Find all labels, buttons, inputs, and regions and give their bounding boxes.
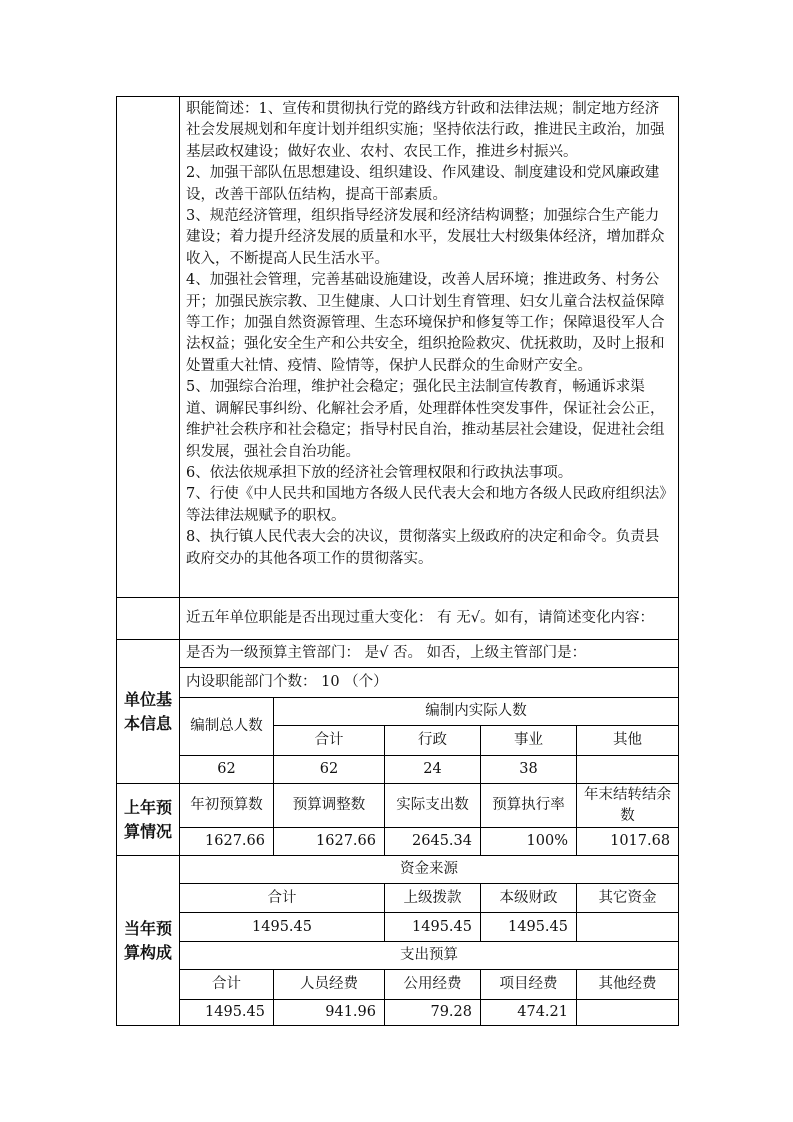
expense-sum-value: 1495.45: [180, 1000, 274, 1026]
last-year-header-actual: 实际支出数: [385, 784, 481, 828]
funding-title-row: [117, 856, 679, 884]
funding-header-other: 其它资金: [577, 884, 679, 913]
duties-change-row: [117, 598, 679, 640]
funding-title: 资金来源: [180, 856, 679, 884]
first-level-row: [117, 640, 679, 668]
duties-change-question: 近五年单位职能是否出现过重大变化： 有 无√。如有，请简述变化内容：: [180, 598, 679, 640]
current-year-label: 当年预算构成: [117, 856, 180, 1026]
expense-header-sum: 合计: [180, 970, 274, 1000]
staff-total-header: 编制总人数: [180, 698, 274, 756]
departments-row: [117, 668, 679, 698]
last-year-rate-value: 100%: [481, 828, 577, 856]
duties-paragraph-4: 4、加强社会管理，完善基础设施建设，改善人居环境；推进政务、村务公开；加强民族宗教、卫生健康、人口计划生育管理、妇女儿童合法权益保障等工作；加强自然资源管理、生态环境保护和修复等工作；保障退役军人合法权益；强化安全生产和公共安全，组织抢险救灾、优抚救助，及时上报和处置重大社情、疫情、险情等，保护人民群众的生命财产安全。: [186, 272, 665, 374]
expense-values-row: [117, 1000, 679, 1026]
staff-institution-value: 38: [481, 756, 577, 784]
last-year-header-row: [117, 784, 679, 828]
staff-header-row: [117, 698, 679, 726]
funding-header-upper: 上级拨款: [385, 884, 481, 913]
funding-header-row: [117, 884, 679, 913]
last-year-header-adjust: 预算调整数: [274, 784, 385, 828]
staff-col-admin: 行政: [385, 726, 481, 756]
last-year-header-rate: 预算执行率: [481, 784, 577, 828]
funding-header-local: 本级财政: [481, 884, 577, 913]
duties-label-cell: [117, 97, 180, 598]
funding-header-sum: 合计: [180, 884, 385, 913]
unit-info-label: 单位基本信息: [117, 640, 180, 784]
last-year-header-initial: 年初预算数: [180, 784, 274, 828]
expense-other-value: [577, 1000, 679, 1026]
departments-count: 内设职能部门个数： 10 （个）: [180, 668, 679, 698]
last-year-actual-value: 2645.34: [385, 828, 481, 856]
staff-admin-value: 24: [385, 756, 481, 784]
actual-staff-header: 编制内实际人数: [274, 698, 679, 726]
duties-paragraph-6: 6、依法依规承担下放的经济社会管理权限和行政执法事项。: [186, 464, 573, 481]
duties-paragraph-2: 2、加强干部队伍思想建设、组织建设、作风建设、制度建设和党风廉政建设，改善干部队伍结构，提高干部素质。: [186, 165, 660, 203]
last-year-values-row: [117, 828, 679, 856]
duties-change-label-cell: [117, 598, 180, 640]
duties-text-cell: [180, 97, 679, 598]
expense-title: 支出预算: [180, 942, 679, 970]
staff-col-sum: 合计: [274, 726, 385, 756]
duties-paragraph-7: 7、行使《中人民共和国地方各级人民代表大会和地方各级人民政府组织法》等法律法规赋予的职权。: [186, 486, 667, 524]
funding-local-value: 1495.45: [481, 913, 577, 942]
staff-col-other: 其他: [577, 726, 679, 756]
duties-paragraph-3: 3、规范经济管理，组织指导经济发展和经济结构调整；加强综合生产能力建设；着力提升经济发展的质量和水平，发展壮大村级集体经济，增加群众收入，不断提高人民生活水平。: [186, 208, 665, 267]
expense-header-personnel: 人员经费: [274, 970, 385, 1000]
staff-total-value: 62: [180, 756, 274, 784]
funding-upper-value: 1495.45: [385, 913, 481, 942]
expense-project-value: 474.21: [481, 1000, 577, 1026]
last-year-initial-value: 1627.66: [180, 828, 274, 856]
expense-title-row: [117, 942, 679, 970]
budget-info-table: [116, 96, 679, 1026]
staff-sum-value: 62: [274, 756, 385, 784]
expense-personnel-value: 941.96: [274, 1000, 385, 1026]
expense-header-row: [117, 970, 679, 1000]
staff-values-row: [117, 756, 679, 784]
first-level-question: 是否为一级预算主管部门： 是√ 否。 如否，上级主管部门是：: [180, 640, 679, 668]
expense-header-project: 项目经费: [481, 970, 577, 1000]
last-year-label: 上年预算情况: [117, 784, 180, 856]
duties-paragraph-5: 5、加强综合治理，维护社会稳定；强化民主法制宣传教育，畅通诉求渠道、调解民事纠纷、化解社会矛盾，处理群体性突发事件，保证社会公正，维护社会秩序和社会稳定；指导村民自治，推动基层社会建设，促进社会组织发展，强社会自治功能。: [186, 379, 665, 460]
duties-row: [117, 97, 679, 598]
duties-paragraph-1: 职能简述：1、宣传和贯彻执行党的路线方针政和法律法规；制定地方经济社会发展规划和年度计划并组织实施；坚持依法行政，推进民主政治，加强基层政权建设；做好农业、农村、农民工作，推进乡村振兴。: [186, 101, 665, 160]
funding-other-value: [577, 913, 679, 942]
expense-header-other: 其他经费: [577, 970, 679, 1000]
funding-values-row: [117, 913, 679, 942]
expense-public-value: 79.28: [385, 1000, 481, 1026]
staff-col-institution: 事业: [481, 726, 577, 756]
last-year-header-balance: 年末结转结余数: [577, 784, 679, 828]
staff-other-value: [577, 756, 679, 784]
funding-sum-value: 1495.45: [180, 913, 385, 942]
duties-paragraph-8: 8、执行镇人民代表大会的决议，贯彻落实上级政府的决定和命令。负责县政府交办的其他各项工作的贯彻落实。: [186, 529, 660, 567]
last-year-adjust-value: 1627.66: [274, 828, 385, 856]
expense-header-public: 公用经费: [385, 970, 481, 1000]
last-year-balance-value: 1017.68: [577, 828, 679, 856]
